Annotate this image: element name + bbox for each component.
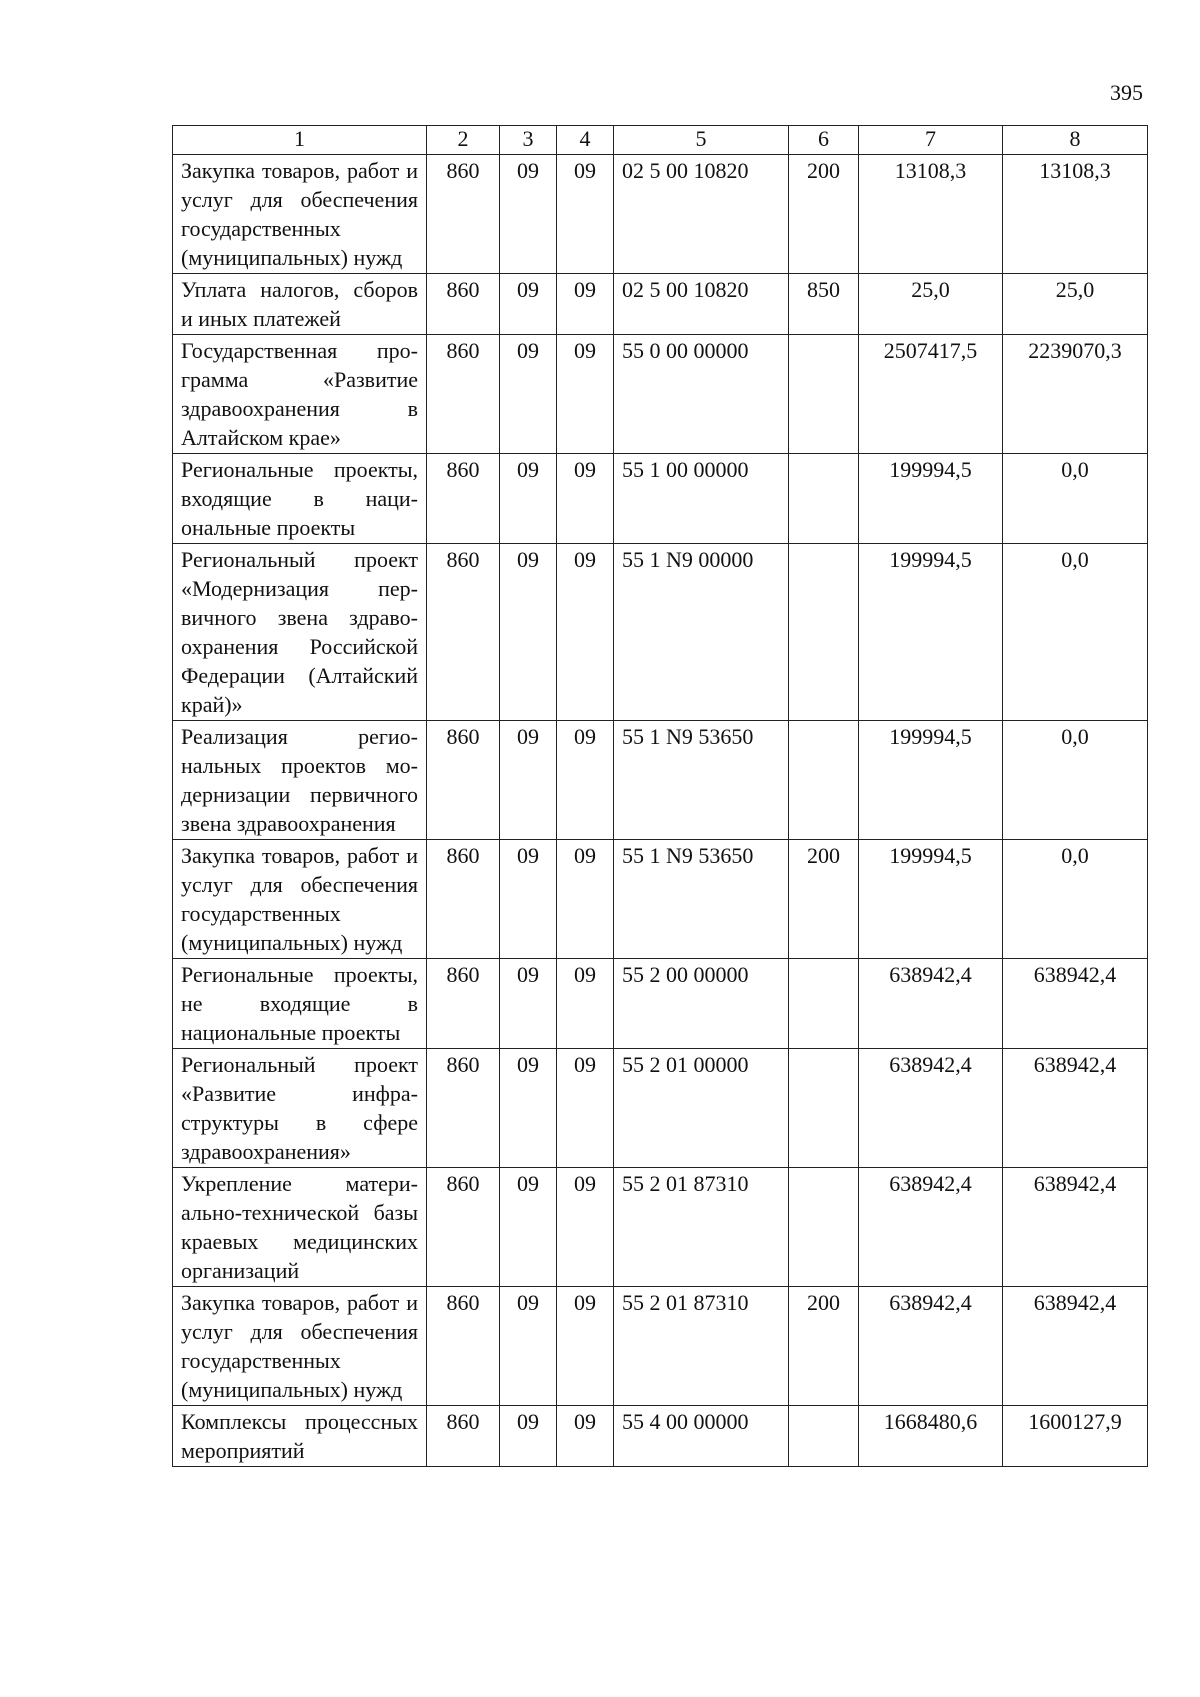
row-name-cell: Региональный проект «Развитие инфраструктуры в сфере здравоохранения» [173, 1049, 427, 1168]
row-section-cell: 09 [500, 1406, 557, 1467]
row-subsection-cell: 09 [557, 1168, 614, 1287]
row-subsection-cell: 09 [557, 1049, 614, 1168]
row-amount-col8-cell: 25,0 [1003, 274, 1148, 335]
row-subsection-cell: 09 [557, 840, 614, 959]
header-cell-6: 6 [789, 126, 859, 155]
row-target-article-cell: 55 2 01 87310 [614, 1168, 789, 1287]
row-code-cell: 860 [427, 274, 500, 335]
row-expense-type-cell: 850 [789, 274, 859, 335]
row-target-article-cell: 02 5 00 10820 [614, 155, 789, 274]
row-amount-col7-cell: 2507417,5 [859, 335, 1003, 454]
table-row [173, 274, 1148, 335]
table-row [173, 335, 1148, 454]
row-section-cell: 09 [500, 721, 557, 840]
row-code-cell: 860 [427, 544, 500, 721]
row-expense-type-cell [789, 544, 859, 721]
row-section-cell: 09 [500, 840, 557, 959]
row-target-article-cell: 55 1 N9 53650 [614, 721, 789, 840]
row-code-cell: 860 [427, 155, 500, 274]
row-name-cell: Реализация региональных проектов модернизации первичного звена здравоохранения [173, 721, 427, 840]
header-cell-5: 5 [614, 126, 789, 155]
row-section-cell: 09 [500, 544, 557, 721]
table-row [173, 840, 1148, 959]
row-section-cell: 09 [500, 959, 557, 1049]
row-subsection-cell: 09 [557, 1406, 614, 1467]
row-amount-col7-cell: 638942,4 [859, 1049, 1003, 1168]
row-amount-col8-cell: 638942,4 [1003, 959, 1148, 1049]
row-amount-col8-cell: 0,0 [1003, 721, 1148, 840]
row-name-cell: Закупка товаров, работ и услуг для обеспечения государственных (муниципальных) нужд [173, 1287, 427, 1406]
row-target-article-cell: 55 1 N9 53650 [614, 840, 789, 959]
row-target-article-cell: 55 4 00 00000 [614, 1406, 789, 1467]
row-amount-col8-cell: 1600127,9 [1003, 1406, 1148, 1467]
row-section-cell: 09 [500, 155, 557, 274]
row-amount-col8-cell: 0,0 [1003, 544, 1148, 721]
table-row [173, 155, 1148, 274]
row-target-article-cell: 55 0 00 00000 [614, 335, 789, 454]
table-row [173, 544, 1148, 721]
row-target-article-cell: 55 2 01 87310 [614, 1287, 789, 1406]
row-amount-col7-cell: 13108,3 [859, 155, 1003, 274]
row-amount-col8-cell: 2239070,3 [1003, 335, 1148, 454]
table-row [173, 721, 1148, 840]
row-code-cell: 860 [427, 840, 500, 959]
row-code-cell: 860 [427, 454, 500, 544]
row-section-cell: 09 [500, 454, 557, 544]
row-name-cell: Региональный проект «Модернизация первичного звена здравоохранения Российской Федерации (Алтайский край)» [173, 544, 427, 721]
row-subsection-cell: 09 [557, 544, 614, 721]
row-code-cell: 860 [427, 1287, 500, 1406]
row-subsection-cell: 09 [557, 959, 614, 1049]
row-name-cell: Уплата налогов, сборов и иных платежей [173, 274, 427, 335]
row-name-cell: Региональные проекты, не входящие в национальные проекты [173, 959, 427, 1049]
row-subsection-cell: 09 [557, 721, 614, 840]
row-amount-col7-cell: 638942,4 [859, 1168, 1003, 1287]
row-name-cell: Укрепление материально-технической базы краевых медицинских организаций [173, 1168, 427, 1287]
row-name-cell: Региональные проекты, входящие в национальные проекты [173, 454, 427, 544]
row-amount-col7-cell: 199994,5 [859, 454, 1003, 544]
row-expense-type-cell [789, 1049, 859, 1168]
row-subsection-cell: 09 [557, 454, 614, 544]
header-cell-2: 2 [427, 126, 500, 155]
row-code-cell: 860 [427, 959, 500, 1049]
row-subsection-cell: 09 [557, 155, 614, 274]
table-header [173, 126, 1148, 155]
table-row [173, 1406, 1148, 1467]
row-expense-type-cell [789, 1168, 859, 1287]
table-row [173, 959, 1148, 1049]
row-amount-col8-cell: 13108,3 [1003, 155, 1148, 274]
row-section-cell: 09 [500, 274, 557, 335]
row-amount-col8-cell: 638942,4 [1003, 1168, 1148, 1287]
row-expense-type-cell [789, 721, 859, 840]
row-amount-col7-cell: 199994,5 [859, 544, 1003, 721]
row-expense-type-cell [789, 335, 859, 454]
row-amount-col7-cell: 199994,5 [859, 840, 1003, 959]
row-amount-col7-cell: 1668480,6 [859, 1406, 1003, 1467]
row-subsection-cell: 09 [557, 274, 614, 335]
row-amount-col8-cell: 638942,4 [1003, 1049, 1148, 1168]
row-subsection-cell: 09 [557, 335, 614, 454]
table-row [173, 1168, 1148, 1287]
row-section-cell: 09 [500, 1168, 557, 1287]
row-expense-type-cell [789, 1406, 859, 1467]
row-code-cell: 860 [427, 1168, 500, 1287]
table-row [173, 1287, 1148, 1406]
header-cell-1: 1 [173, 126, 427, 155]
row-target-article-cell: 02 5 00 10820 [614, 274, 789, 335]
row-name-cell: Государственная программа «Развитие здравоохранения в Алтайском крае» [173, 335, 427, 454]
header-cell-3: 3 [500, 126, 557, 155]
row-amount-col7-cell: 638942,4 [859, 959, 1003, 1049]
row-name-cell: Закупка товаров, работ и услуг для обеспечения государственных (муниципальных) нужд [173, 155, 427, 274]
row-section-cell: 09 [500, 1287, 557, 1406]
table-body [173, 155, 1148, 1467]
table-row [173, 1049, 1148, 1168]
row-code-cell: 860 [427, 721, 500, 840]
row-amount-col8-cell: 0,0 [1003, 454, 1148, 544]
row-section-cell: 09 [500, 1049, 557, 1168]
row-target-article-cell: 55 2 00 00000 [614, 959, 789, 1049]
row-expense-type-cell: 200 [789, 155, 859, 274]
row-amount-col7-cell: 638942,4 [859, 1287, 1003, 1406]
header-cell-7: 7 [859, 126, 1003, 155]
row-expense-type-cell [789, 454, 859, 544]
row-amount-col8-cell: 0,0 [1003, 840, 1148, 959]
row-code-cell: 860 [427, 335, 500, 454]
budget-table [172, 125, 1148, 1467]
row-code-cell: 860 [427, 1049, 500, 1168]
row-expense-type-cell: 200 [789, 840, 859, 959]
row-code-cell: 860 [427, 1406, 500, 1467]
row-expense-type-cell: 200 [789, 1287, 859, 1406]
row-name-cell: Комплексы процессных мероприятий [173, 1406, 427, 1467]
row-subsection-cell: 09 [557, 1287, 614, 1406]
row-amount-col7-cell: 25,0 [859, 274, 1003, 335]
row-amount-col7-cell: 199994,5 [859, 721, 1003, 840]
table-row [173, 454, 1148, 544]
header-cell-4: 4 [557, 126, 614, 155]
row-target-article-cell: 55 1 00 00000 [614, 454, 789, 544]
row-expense-type-cell [789, 959, 859, 1049]
row-target-article-cell: 55 1 N9 00000 [614, 544, 789, 721]
row-target-article-cell: 55 2 01 00000 [614, 1049, 789, 1168]
row-name-cell: Закупка товаров, работ и услуг для обеспечения государственных (муниципальных) нужд [173, 840, 427, 959]
header-row [173, 126, 1148, 155]
header-cell-8: 8 [1003, 126, 1148, 155]
row-amount-col8-cell: 638942,4 [1003, 1287, 1148, 1406]
page-number: 395 [1110, 80, 1143, 105]
row-section-cell: 09 [500, 335, 557, 454]
